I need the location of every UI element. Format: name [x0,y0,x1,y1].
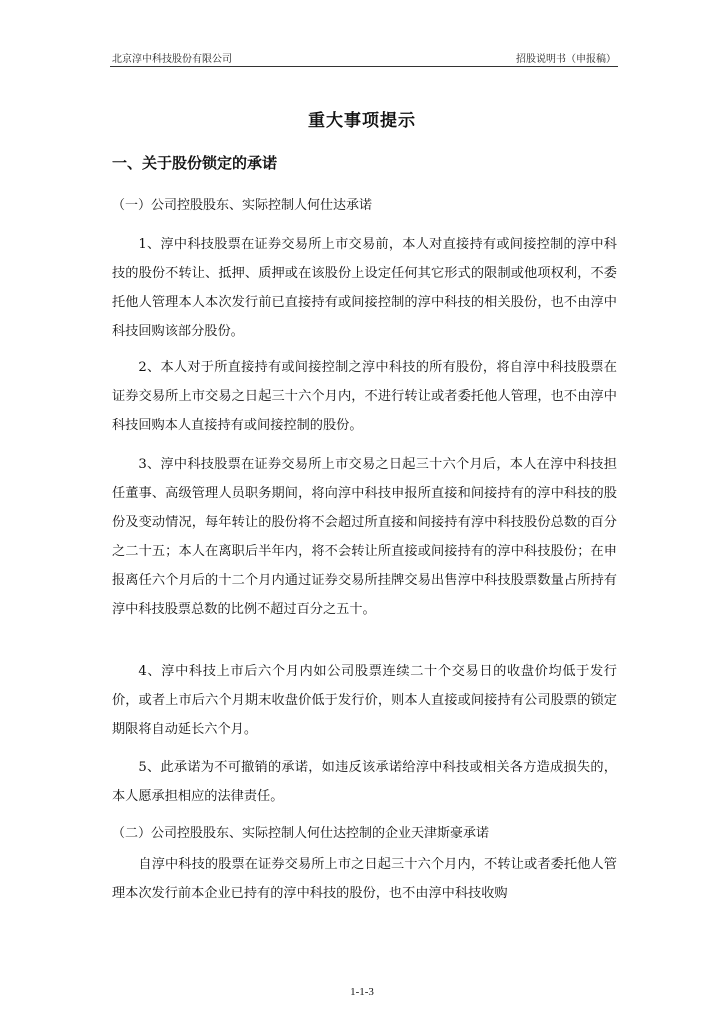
paragraph-5: 5、此承诺为不可撤销的承诺，如违反该承诺给淳中科技或相关各方造成损失的，本人愿承担相应的法律责任。 [112,760,617,804]
header-document-type: 招股说明书（申报稿） [516,54,616,65]
subsection-heading-1: （一）公司控股股东、实际控制人何仕达承诺 [112,198,373,213]
paragraph-1: 1、淳中科技股票在证券交易所上市交易前，本人对直接持有或间接控制的淳中科技的股份不转让、抵押、质押或在该股份上设定任何其它形式的限制或他项权利，不委托他人管理本人本次发行前已直接持有或间接控制的淳中科技的相关股份，也不由淳中科技回购该部分股份。 [112,237,617,339]
page-title: 重大事项提示 [308,111,416,131]
paragraph-3: 3、淳中科技股票在证券交易所上市交易之日起三十六个月后，本人在淳中科技担任董事、高级管理人员职务期间，将向淳中科技申报所直接和间接持有的淳中科技的股份及变动情况，每年转让的股份将不会超过所直接和间接持有淳中科技股份总数的百分之二十五；本人在离职后半年内，将不会转让所直接或间接持有的淳中科技股份；在申报离任六个月后的十二个月内通过证券交易所挂牌交易出售淳中科技股票数量占所持有淳中科技股票总数的比例不超过百分之五十。 [112,457,617,617]
header-company-name: 北京淳中科技股份有限公司 [112,54,232,65]
header-divider [110,66,618,67]
page-number: 1-1-3 [350,986,374,998]
paragraph-2: 2、本人对于所直接持有或间接控制之淳中科技的所有股份，将自淳中科技股票在证券交易所上市交易之日起三十六个月内，不进行转让或者委托他人管理，也不由淳中科技回购本人直接持有或间接控制的股份。 [112,360,617,433]
paragraph-4: 4、淳中科技上市后六个月内如公司股票连续二十个交易日的收盘价均低于发行价，或者上市后六个月期末收盘价低于发行价，则本人直接或间接持有公司股票的锁定期限将自动延长六个月。 [112,664,617,737]
paragraph-6: 自淳中科技的股票在证券交易所上市之日起三十六个月内，不转让或者委托他人管理本次发行前本企业已持有的淳中科技的股份，也不由淳中科技收购 [112,857,617,901]
section-heading: 一、关于股份锁定的承诺 [112,154,278,172]
subsection-heading-2: （二）公司控股股东、实际控制人何仕达控制的企业天津斯豪承诺 [112,826,490,841]
